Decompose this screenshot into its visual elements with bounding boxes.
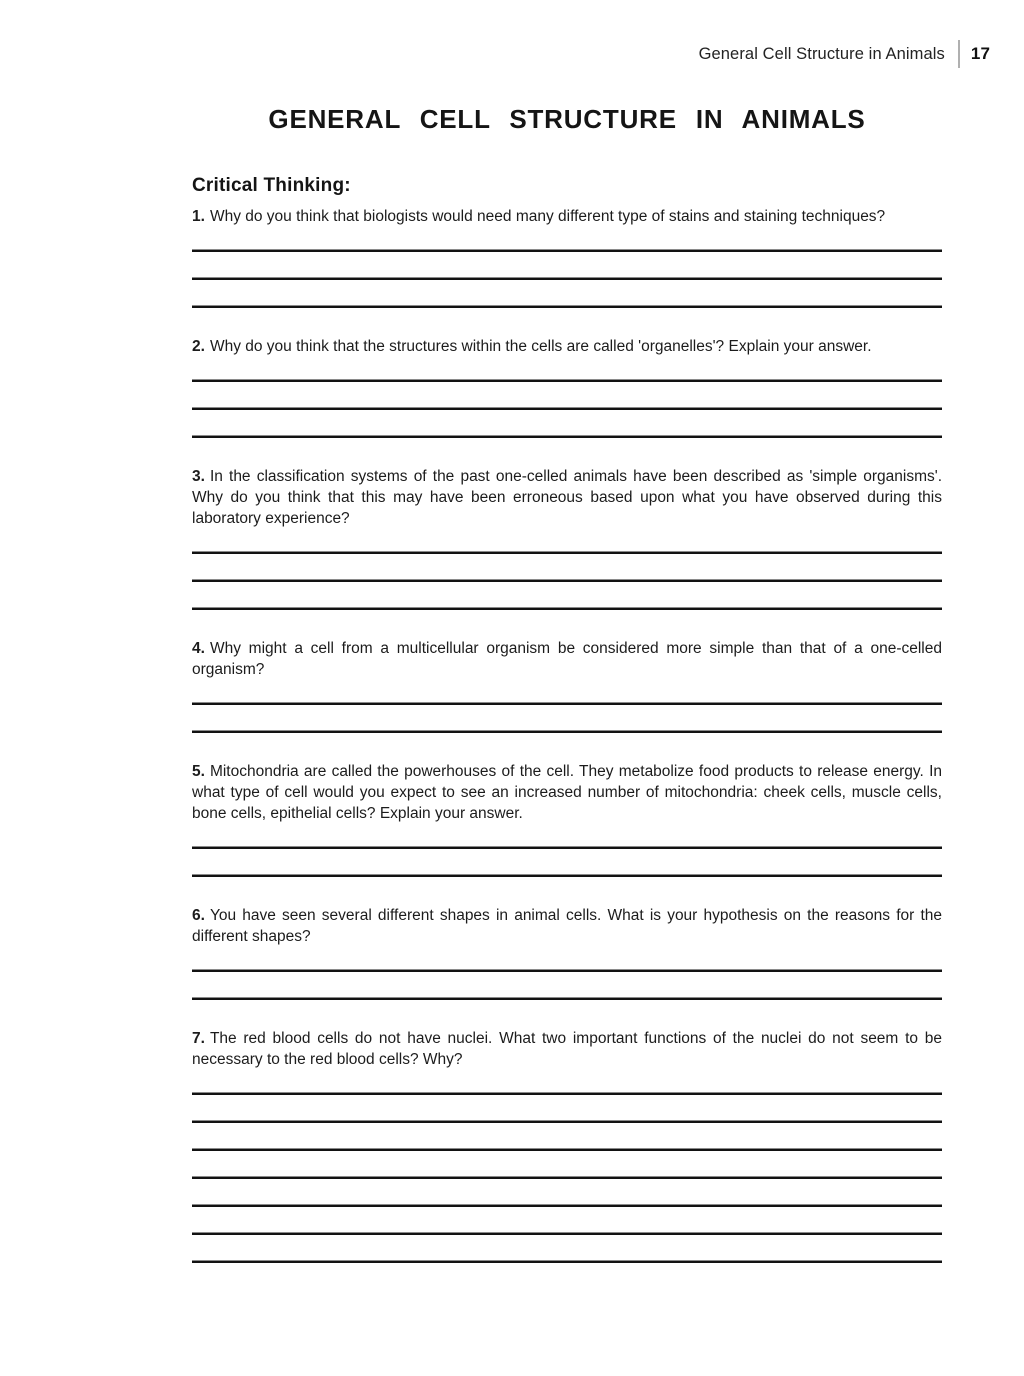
question-5-text — [192, 761, 942, 824]
answer-line — [192, 969, 942, 972]
question-4 — [192, 638, 942, 733]
question-7 — [192, 1028, 942, 1263]
question-3-number: 3. — [192, 468, 205, 485]
answer-line — [192, 551, 942, 554]
answer-line — [192, 702, 942, 705]
answer-line — [192, 1176, 942, 1179]
answer-line — [192, 874, 942, 877]
running-header — [699, 40, 990, 68]
answer-line — [192, 1232, 942, 1235]
question-4-body: Why might a cell from a multicellular organism be considered more simple than that of a one-celled organism? — [192, 640, 942, 678]
answer-line — [192, 1204, 942, 1207]
question-1 — [192, 206, 942, 308]
question-3 — [192, 466, 942, 610]
answer-line — [192, 1260, 942, 1263]
question-2 — [192, 336, 942, 438]
question-5 — [192, 761, 942, 877]
answer-line — [192, 1120, 942, 1123]
question-1-answer-lines — [192, 249, 942, 308]
answer-line — [192, 1092, 942, 1095]
question-2-number: 2. — [192, 338, 205, 355]
question-7-text — [192, 1028, 942, 1070]
running-header-title: General Cell Structure in Animals — [698, 44, 945, 63]
question-3-body: In the classification systems of the past one-celled animals have been described as 'simple organisms'. Why do you think that this may have been erroneous based upon what you have observed during this laboratory experience? — [192, 468, 942, 527]
question-5-number: 5. — [192, 763, 205, 780]
question-4-text — [192, 638, 942, 680]
page-title: GENERAL CELL STRUCTURE IN ANIMALS — [268, 104, 866, 134]
header-divider — [958, 40, 960, 68]
question-7-answer-lines — [192, 1092, 942, 1263]
page-number: 17 — [970, 44, 990, 63]
question-3-text — [192, 466, 942, 529]
answer-line — [192, 407, 942, 410]
page-content — [192, 104, 942, 1291]
answer-line — [192, 1148, 942, 1151]
answer-line — [192, 607, 942, 610]
question-6-number: 6. — [192, 907, 205, 924]
question-6 — [192, 905, 942, 1000]
question-7-body: The red blood cells do not have nuclei. What two important functions of the nuclei do not seem to be necessary to the red blood cells? Why? — [192, 1030, 942, 1068]
question-1-number: 1. — [192, 208, 205, 225]
answer-line — [192, 379, 942, 382]
question-6-body: You have seen several different shapes in animal cells. What is your hypothesis on the reasons for the different shapes? — [192, 907, 942, 945]
answer-line — [192, 277, 942, 280]
answer-line — [192, 730, 942, 733]
question-3-answer-lines — [192, 551, 942, 610]
answer-line — [192, 997, 942, 1000]
question-1-text — [192, 206, 942, 227]
question-5-body: Mitochondria are called the powerhouses of the cell. They metabolize food products to release energy. In what type of cell would you expect to see an increased number of mitochondria: cheek cells, muscle cells, bone cells, epithelial cells? Explain your answer. — [192, 763, 942, 822]
answer-line — [192, 305, 942, 308]
section-heading-critical-thinking: Critical Thinking: — [192, 175, 351, 196]
question-2-text — [192, 336, 942, 357]
answer-line — [192, 579, 942, 582]
question-5-answer-lines — [192, 846, 942, 877]
question-4-number: 4. — [192, 640, 205, 657]
answer-line — [192, 435, 942, 438]
question-6-text — [192, 905, 942, 947]
question-2-body: Why do you think that the structures within the cells are called 'organelles'? Explain your answer. — [209, 338, 872, 355]
question-4-answer-lines — [192, 702, 942, 733]
question-1-body: Why do you think that biologists would need many different type of stains and staining techniques? — [209, 208, 886, 225]
answer-line — [192, 846, 942, 849]
question-7-number: 7. — [192, 1030, 205, 1047]
answer-line — [192, 249, 942, 252]
question-6-answer-lines — [192, 969, 942, 1000]
question-2-answer-lines — [192, 379, 942, 438]
